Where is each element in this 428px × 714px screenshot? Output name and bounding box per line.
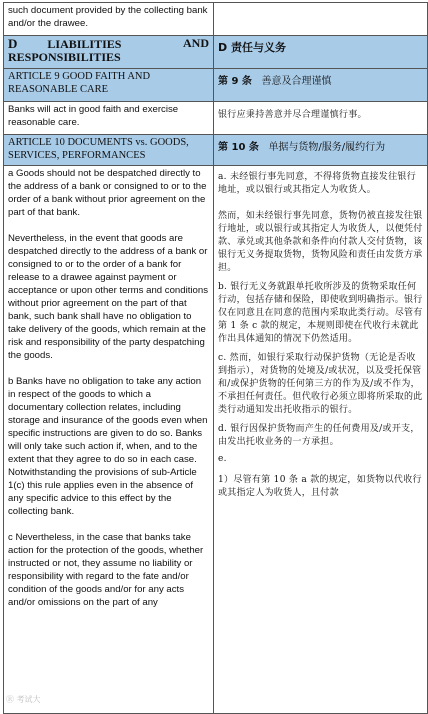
article10-body-row [4,166,428,714]
section-title-en [4,36,214,69]
paragraph-en-c: c Nevertheless, in the case that banks take action for the protection of the goods, whether instructed or not, they assume no liability or responsibility with regard to the fate and/or condition of the goods and/or for any acts and/or omissions on the part of any [8,532,204,608]
section-title-zh [214,36,428,69]
article9-title-en-text: ARTICLE 9 GOOD FAITH AND REASONABLE CARE [8,71,151,95]
paragraph-en-a: a Goods should not be despatched directly to the address of a bank or consigned to or to the order of a bank without prior agreement on the part of that bank. [8,168,207,218]
article10-title-zh-text: 单据与货物/服务/履约行为 [268,142,386,153]
article9-title-en [4,69,214,102]
section-header-row [4,36,428,69]
section-title-zh-text: D 责任与义务 [218,41,286,54]
paragraph-zh-d: d. 银行因保护货物而产生的任何费用及/或开支，由发出托收业务的一方承担。 [218,424,420,447]
article9-title-zh-text: 善意及合理谨慎 [261,76,332,87]
section-title-line2: RESPONSIBILITIES [8,50,121,64]
section-title-right: AND [183,36,209,50]
paragraph-zh-e: e. [218,454,227,464]
article10-body-zh [214,166,428,714]
article10-header-row [4,135,428,166]
article10-num-zh: 第 10 条 [218,142,259,153]
paragraph-zh-a: a. 未经银行事先同意，不得将货物直接发往银行地址，或以银行或其指定人为收货人。 [218,172,416,195]
bilingual-table [3,2,428,714]
article9-title-zh [214,69,428,102]
paragraph-zh-b: b. 银行无义务就跟单托收所涉及的货物采取任何行动，包括存储和保险，即使收到明确指示。银行仅在同意且在同意的范围内采取此类行动。尽管有第 1 条 c 款的规定，本规则即使在代收行未就此作出具体通知的情况下仍然适用。 [218,282,423,344]
paragraph-en-b: b Banks have no obligation to take any action in respect of the goods to which a documentary collection relates, including storage and insurance of the goods even when specific instructions are given to do so. Banks will only take such action if, when, and to the extent that they agree to do so in each case. Notwithstanding the provisions of sub-Article 1(c) this rule applies even in the absence of any specific advice to this effect by the collecting bank. [8,376,208,517]
article9-body-zh [214,102,428,135]
article10-title-en [4,135,214,166]
article9-header-row [4,69,428,102]
paragraph-zh-a2: 然而，如未经银行事先同意，货物仍被直接发往银行地址，或以银行或其指定人为收货人，以便凭付款、承兑或其他条款和条件向付款人交付货物，该银行无义务提取货物，货物风险和责任由发货方承担。 [218,211,423,273]
section-letter: D [8,36,18,51]
article10-body-en [4,166,214,714]
paragraph-en-a2: Nevertheless, in the event that goods are despatched directly to the address of a bank or consigned to or to the order of a bank for release to a drawee against payment or acceptance or upon other terms and conditions without prior agreement on the part of that bank, such bank shall have no obligation to take delivery of the goods, which remain at the risk and responsibility of the party despatching the goods. [8,233,208,361]
table-row [4,3,428,36]
paragraph-zh-c: c. 然而，如银行采取行动保护货物（无论是否收到指示），对货物的处境及/或状况，以及受托保管和/或保护货物的任何第三方的作为及/或不作为，不承担任何责任。但代收行必须立即将所采取的此类行动通知发出托收指示的银行。 [218,353,423,415]
paragraph-zh-e1: 1）尽管有第 10 条 a 款的规定，如货物以代收行或其指定人为收货人，且付款 [218,475,422,498]
article9-body-row [4,102,428,135]
article10-title-en-text: ARTICLE 10 DOCUMENTS vs. GOODS, SERVICES, PERFORMANCES [8,137,189,161]
section-title-left: LIABILITIES [47,37,122,51]
top-en-cell: such document provided by the collecting bank and/or the drawee. [4,3,214,36]
article10-title-zh [214,135,428,166]
article9-body-zh-text: 银行应秉持善意并尽合理谨慎行事。 [218,110,367,120]
watermark: Ⓡ 考试大 [6,695,41,704]
article9-num-zh: 第 9 条 [218,76,252,87]
top-zh-cell [214,3,428,36]
article9-body-en: Banks will act in good faith and exercise reasonable care. [4,102,214,135]
